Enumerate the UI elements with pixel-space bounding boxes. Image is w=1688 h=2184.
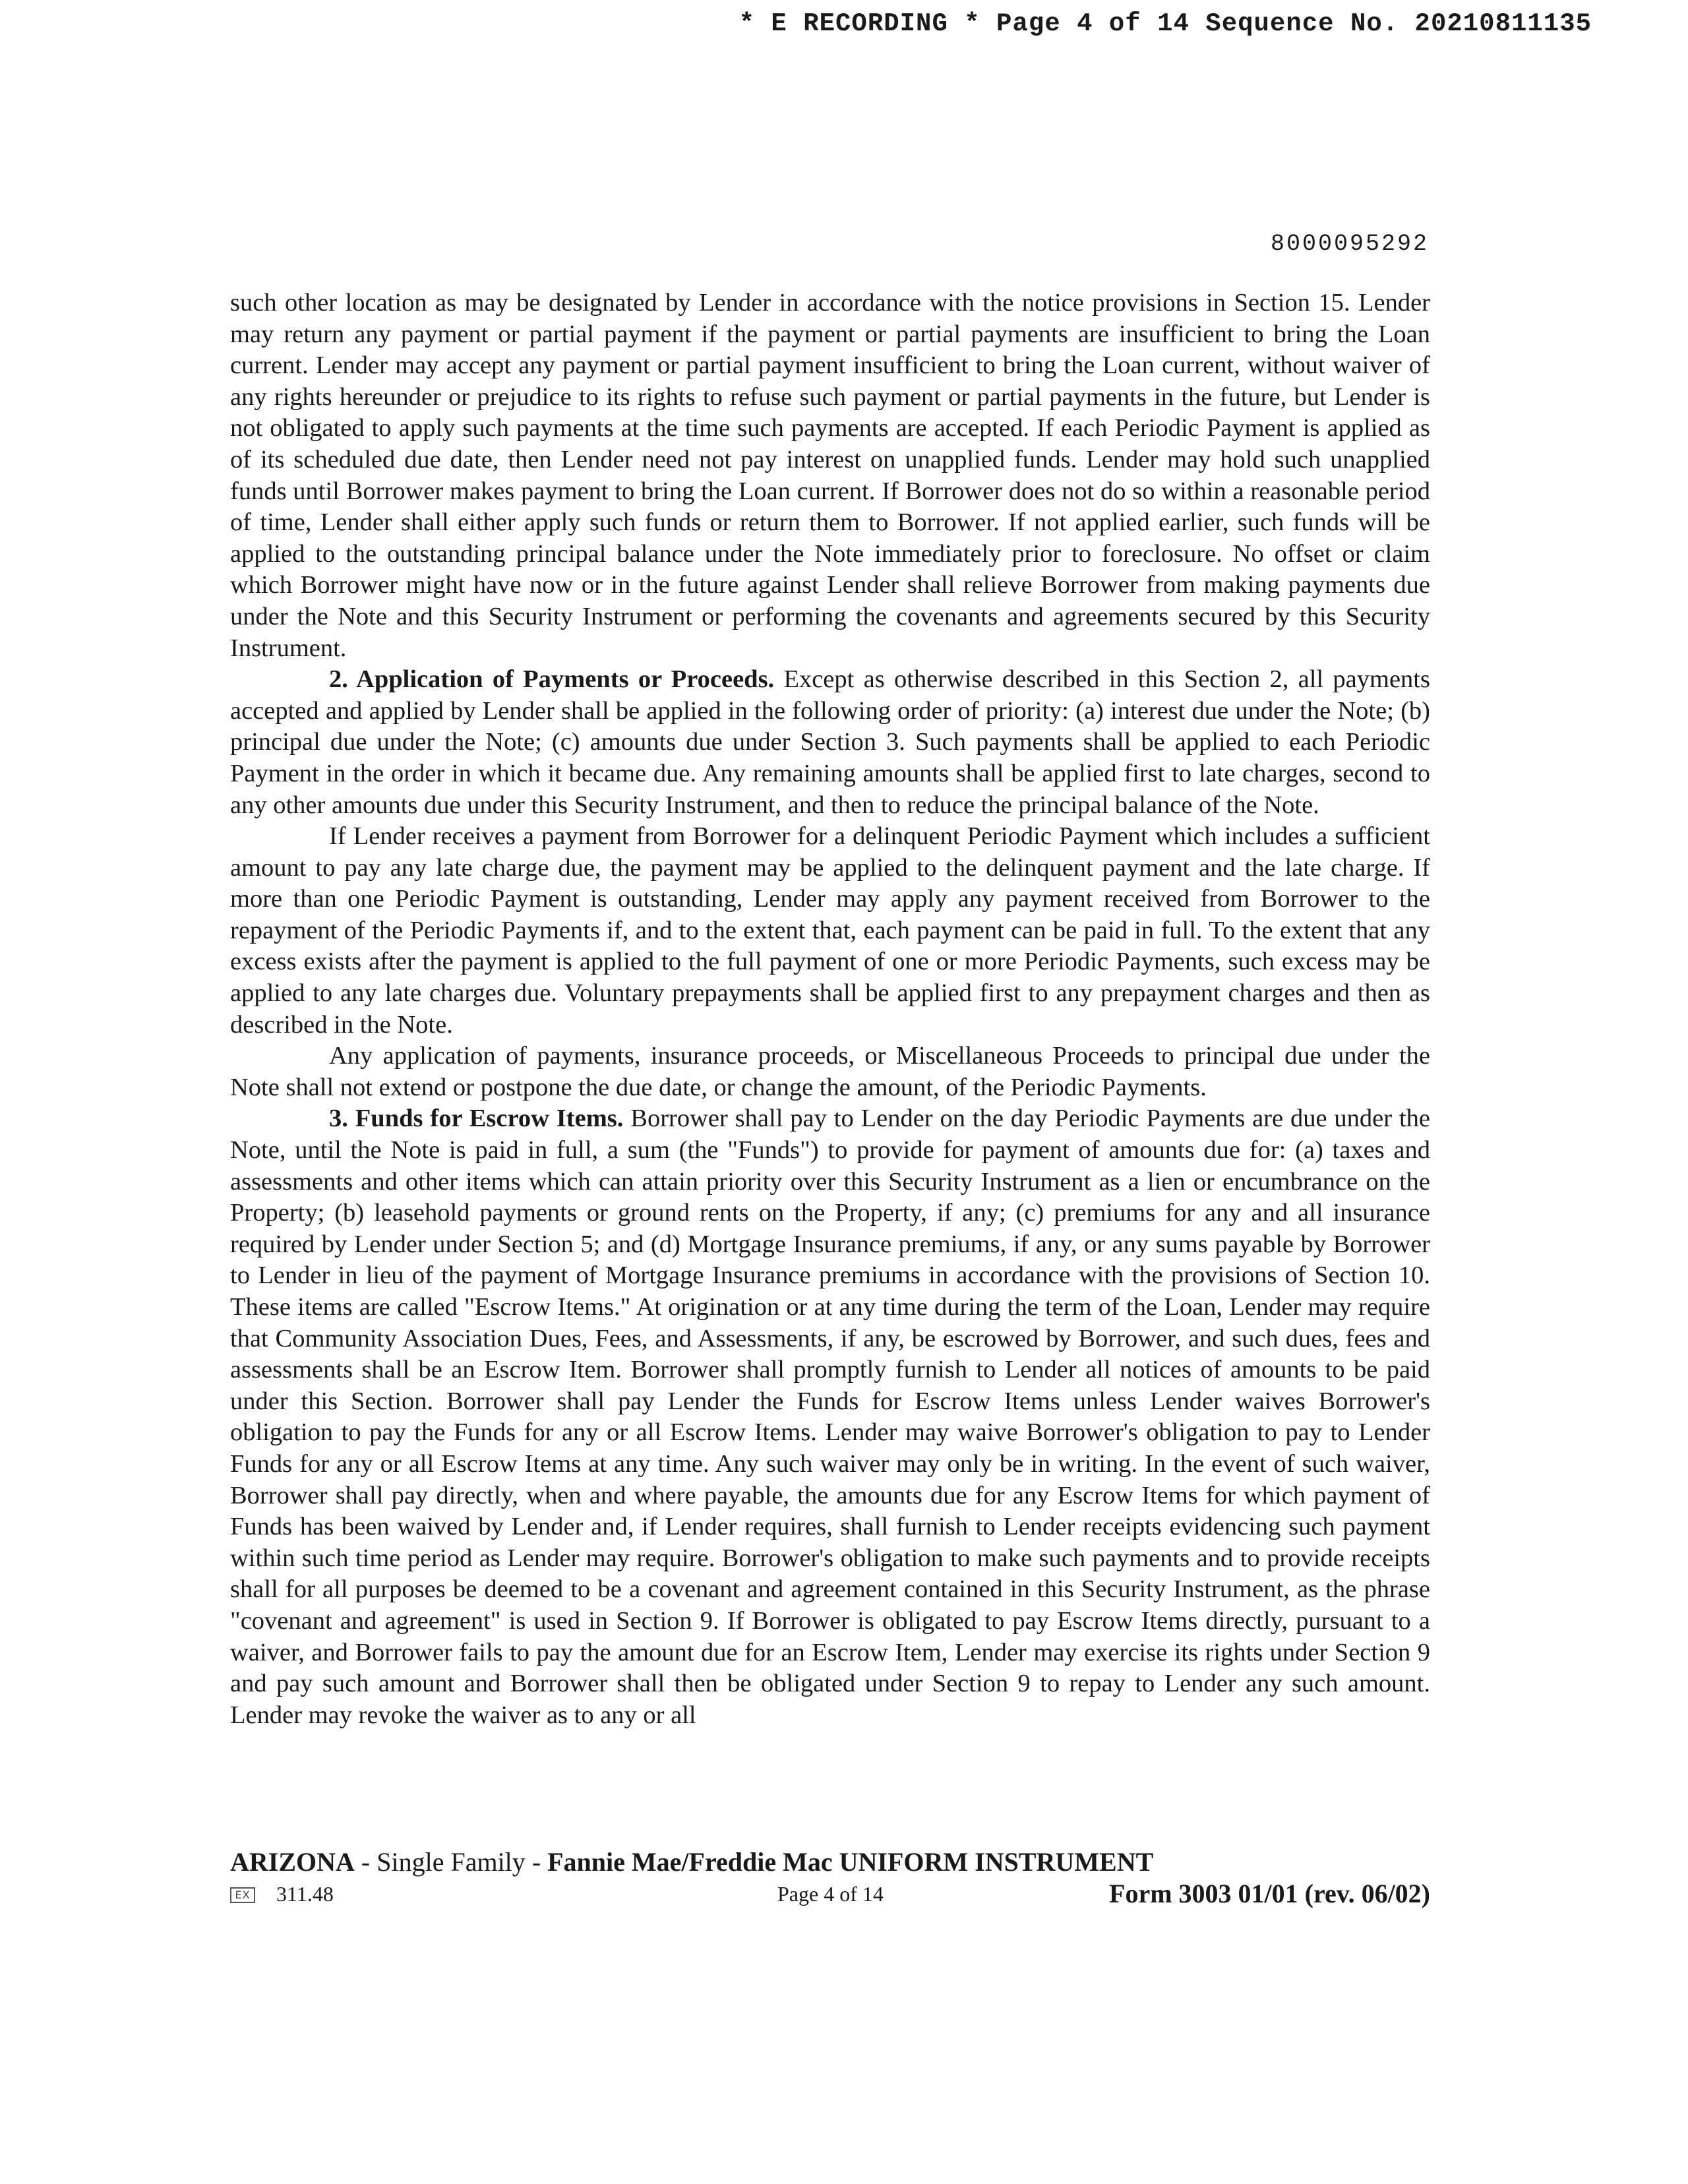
footer-row <box>230 1879 1430 1915</box>
form-code: 311.48 <box>276 1882 334 1906</box>
section-2-text: Except as otherwise described in this Section 2, all payments accepted and applied by Lender shall be applied in the following order of priority: (a) interest due under the Note; (b) principal due under the Note; (c) amounts due under Section 3. Such payments shall be applied to each Periodic Payment in the order in which it became due. Any remaining amounts shall be applied first to late charges, second to any other amounts due under this Security Instrument, and then to reduce the principal balance of the Note. <box>230 665 1430 819</box>
recording-banner: * E RECORDING * Page 4 of 14 Sequence No. 20210811135 <box>738 9 1592 38</box>
document-body <box>230 288 1430 1731</box>
footer-title <box>230 1846 1153 1877</box>
section-2-paragraph <box>230 664 1430 821</box>
section-2-heading: 2. Application of Payments or Proceeds. <box>329 665 775 694</box>
section-3-heading: 3. Funds for Escrow Items. <box>329 1105 624 1133</box>
footer-separator: - Single Family - <box>354 1847 548 1877</box>
loan-number: 8000095292 <box>1270 231 1429 257</box>
section-3-text: Borrower shall pay to Lender on the day Periodic Payments are due under the Note, until the Note is paid in full, a sum (the "Funds") to provide for payment of amounts due for: (a) taxes and assessments and other items which can attain priority over this Security Instrument as a lien or encumbrance on the Property; (b) leasehold payments or ground rents on the Property, if any; (c) premiums for any and all insurance required by Lender under Section 5; and (d) Mortgage Insurance premiums, if any, or any sums payable by Borrower to Lender in lieu of the payment of Mortgage Insurance premiums in accordance with the provisions of Section 10. These items are called "Escrow Items." At origination or at any time during the term of the Loan, Lender may require that Community Association Dues, Fees, and Assessments, if any, be escrowed by Borrower, and such dues, fees and assessments shall be an Escrow Item. Borrower shall promptly furnish to Lender all notices of amounts to be paid under this Section. Borrower shall pay Lender the Funds for Escrow Items unless Lender waives Borrower's obligation to pay the Funds for any or all Escrow Items. Lender may waive Borrower's obligation to pay to Lender Funds for any or all Escrow Items at any time. Any such waiver may only be in writing. In the event of such waiver, Borrower shall pay directly, when and where payable, the amounts due for any Escrow Items for which payment of Funds has been waived by Lender and, if Lender requires, shall furnish to Lender receipts evidencing such payment within such time period as Lender may require. Borrower's obligation to make such payments and to provide receipts shall for all purposes be deemed to be a covenant and agreement contained in this Security Instrument, as the phrase "covenant and agreement" is used in Section 9. If Borrower is obligated to pay Escrow Items directly, pursuant to a waiver, and Borrower fails to pay the amount due for an Escrow Item, Lender may exercise its rights under Section 9 and pay such amount and Borrower shall then be obligated under Section 9 to repay to Lender any such amount. Lender may revoke the waiver as to any or all <box>230 1105 1431 1729</box>
footer-instrument: Fannie Mae/Freddie Mac UNIFORM INSTRUMENT <box>547 1847 1154 1877</box>
footer-state: ARIZONA <box>230 1847 355 1877</box>
paragraph-continuation: such other location as may be designated by Lender in accordance with the notice provisions in Section 15. Lender may return any payment or partial payment if the payment or partial payments are insufficient to bring the Loan current. Lender may accept any payment or partial payment insufficient to bring the Loan current, without waiver of any rights hereunder or prejudice to its rights to refuse such payment or partial payments in the future, but Lender is not obligated to apply such payments at the time such payments are accepted. If each Periodic Payment is applied as of its scheduled due date, then Lender need not pay interest on unapplied funds. Lender may hold such unapplied funds until Borrower makes payment to bring the Loan current. If Borrower does not do so within a reasonable period of time, Lender shall either apply such funds or return them to Borrower. If not applied earlier, such funds will be applied to the outstanding principal balance under the Note immediately prior to foreclosure. No offset or claim which Borrower might have now or in the future against Lender shall relieve Borrower from making payments due under the Note and this Security Instrument or performing the covenants and agreements secured by this Security Instrument. <box>230 289 1430 662</box>
application-paragraph: Any application of payments, insurance proceeds, or Miscellaneous Proceeds to principal due under the Note shall not extend or postpone the due date, or change the amount, of the Periodic Payments. <box>230 1042 1430 1101</box>
page-number: Page 4 of 14 <box>777 1882 884 1906</box>
form-logo-icon: EX <box>230 1887 255 1903</box>
section-3-paragraph <box>230 1103 1430 1731</box>
form-id: Form 3003 01/01 (rev. 06/02) <box>1109 1879 1430 1908</box>
delinquent-payment-paragraph: If Lender receives a payment from Borrower for a delinquent Periodic Payment which includes a sufficient amount to pay any late charge due, the payment may be applied to the delinquent payment and the late charge. If more than one Periodic Payment is outstanding, Lender may apply any payment received from Borrower to the repayment of the Periodic Payments if, and to the extent that, each payment can be paid in full. To the extent that any excess exists after the payment is applied to the full payment of one or more Periodic Payments, such excess may be applied to any late charges due. Voluntary prepayments shall be applied first to any prepayment charges and then as described in the Note. <box>230 822 1430 1039</box>
